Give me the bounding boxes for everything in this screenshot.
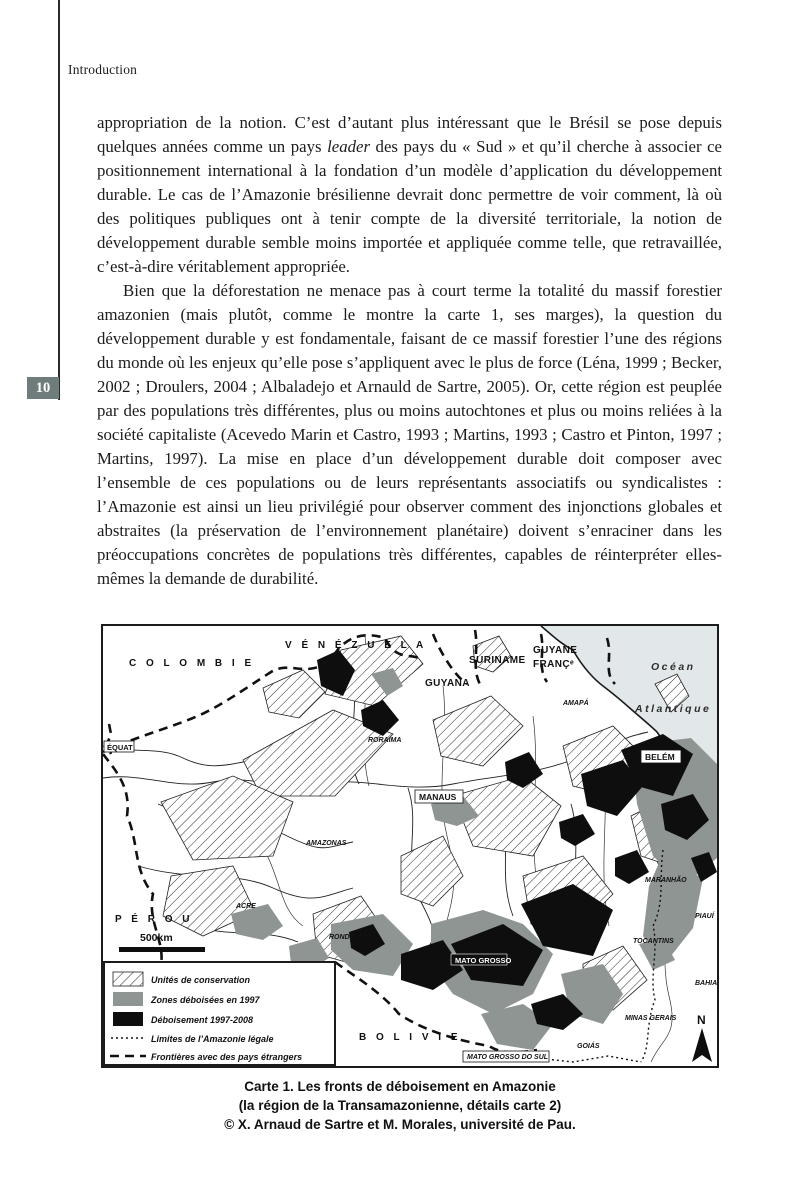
svg-text:MATO GROSSO: MATO GROSSO xyxy=(455,956,512,965)
north-arrow xyxy=(692,1013,712,1062)
svg-text:BELÉM: BELÉM xyxy=(645,752,675,762)
amazonie-legale-boundary-south xyxy=(537,1056,641,1062)
label-minas-gerais: MINAS GERAIS xyxy=(625,1015,677,1022)
running-head: Introduction xyxy=(68,62,138,77)
label-acre: ACRE xyxy=(236,903,256,910)
label-ocean: Océan xyxy=(651,661,696,673)
label-maranhao: MARANHÃO xyxy=(645,877,687,884)
amazonia-map-svg xyxy=(103,626,717,1066)
italic-word: leader xyxy=(327,137,370,156)
map-carte-1 xyxy=(101,624,719,1068)
legend-label-frontieres: Frontières avec des pays étrangers xyxy=(151,1052,303,1062)
paragraph-1 xyxy=(97,111,722,279)
legend-swatch-1997-2008 xyxy=(113,1012,143,1026)
label-guyane-2: FRANÇᵉ xyxy=(533,659,575,670)
label-atlantique: Atlantique xyxy=(635,703,712,715)
legend-label-1997-2008: Déboisement 1997-2008 xyxy=(151,1015,254,1025)
label-venezuela: V É N É Z U E L A xyxy=(285,640,427,651)
label-belem-boxed xyxy=(641,750,681,763)
scale-bar xyxy=(119,932,205,952)
paragraph-1-text: appropriation de la notion. C’est d’autant plus intéressant que le Brésil se pose depuis quelques années comme un pays xyxy=(97,113,722,156)
label-amazonas: AMAZONAS xyxy=(306,840,347,847)
label-equat: ÉQUAT xyxy=(107,743,133,752)
legend-label-1997: Zones déboisées en 1997 xyxy=(151,995,260,1005)
map-legend xyxy=(104,962,335,1065)
caption-line-2: (la région de la Transamazonienne, détails carte 2) xyxy=(238,1098,562,1113)
svg-text:MATO GROSSO DO SUL: MATO GROSSO DO SUL xyxy=(467,1054,549,1061)
label-suriname: SURINAME xyxy=(469,655,526,666)
label-colombie: C O L O M B I E xyxy=(129,658,255,669)
label-roraima: RORAIMA xyxy=(368,737,402,744)
caption-line-3: © X. Arnaud de Sartre et M. Morales, université de Pau. xyxy=(224,1117,576,1132)
label-amapa: AMAPÁ xyxy=(563,700,589,707)
label-guyane-1: GUYANE xyxy=(533,645,578,656)
page-number-badge: 10 xyxy=(27,377,59,399)
paragraph-1-text-cont: des pays du « Sud » et qu’il cherche à associer ce positionnement international à la fondation d’un modèle d’application du développement durable. Le cas de l’Amazonie brésilienne devrait donc permettre de voir comment, là où des politiques publiques ont à tenir compte de la diversité territoriale, la notion de développement durable semble moins importée et appliquée comme telle, que retravaillée, c’est-à-dire véritablement appropriée. xyxy=(97,137,722,276)
legend-swatch-conservation xyxy=(113,972,143,986)
label-piaui: PIAUÍ xyxy=(695,913,714,920)
legend-label-limites: Limites de l’Amazonie légale xyxy=(151,1034,274,1044)
legend-swatch-1997 xyxy=(113,992,143,1006)
label-bolivie: B O L I V I E xyxy=(359,1032,461,1043)
paragraph-2: Bien que la déforestation ne menace pas à court terme la totalité du massif forestier amazonien (mais plutôt, comme le montre la carte 1, ses marges), la question du développement durable y est fondamentale, faisant de ce massif forestier l’une des régions du monde où les enjeux qu’elle pose s’appliquent avec le plus de force (Léna, 1999 ; Becker, 2002 ; Droulers, 2004 ; Albaladejo et Arnauld de Sartre, 2005). Or, cette région est peuplée par des populations très différentes, plus ou moins autochtones et plus ou moins reliées à la société capitaliste (Acevedo Marin et Castro, 1993 ; Martins, 1993 ; Castro et Pinton, 1997 ; Martins, 1997). La mise en place d’un développement durable doit composer avec l’ensemble de ces populations ou de leurs représentants associatifs ou syndicalistes : l’Amazonie est ainsi un lieu privilégié pour observer comment des injonctions globales et abstraites (la préservation de l’environnement planétaire) doivent s’enraciner dans les préoccupations concrètes de populations très différentes, capables de réinterpréter elles-mêmes la demande de durabilité. xyxy=(97,281,722,588)
label-mato-grosso-boxed xyxy=(451,954,512,965)
legend-label-conservation: Unités de conservation xyxy=(151,975,251,985)
svg-text:MANAUS: MANAUS xyxy=(419,792,457,802)
margin-rule xyxy=(58,0,60,400)
body-text xyxy=(97,111,722,591)
label-bahia: BAHIA xyxy=(695,980,717,987)
svg-text:N: N xyxy=(697,1013,706,1027)
label-tocantins: TOCANTINS xyxy=(633,938,674,945)
label-rondonia: RONDÔNIA xyxy=(329,934,368,941)
label-guyana: GUYANA xyxy=(425,678,470,689)
label-goias: GOIÁS xyxy=(577,1043,600,1050)
label-perou: P É R O U xyxy=(115,914,193,925)
label-manaus-boxed xyxy=(415,790,463,803)
caption-line-1: Carte 1. Les fronts de déboisement en Amazonie xyxy=(244,1079,556,1094)
scale-label: 500km xyxy=(140,932,173,944)
map-caption xyxy=(0,1077,800,1134)
label-mato-grosso-do-sul-boxed xyxy=(463,1051,549,1062)
